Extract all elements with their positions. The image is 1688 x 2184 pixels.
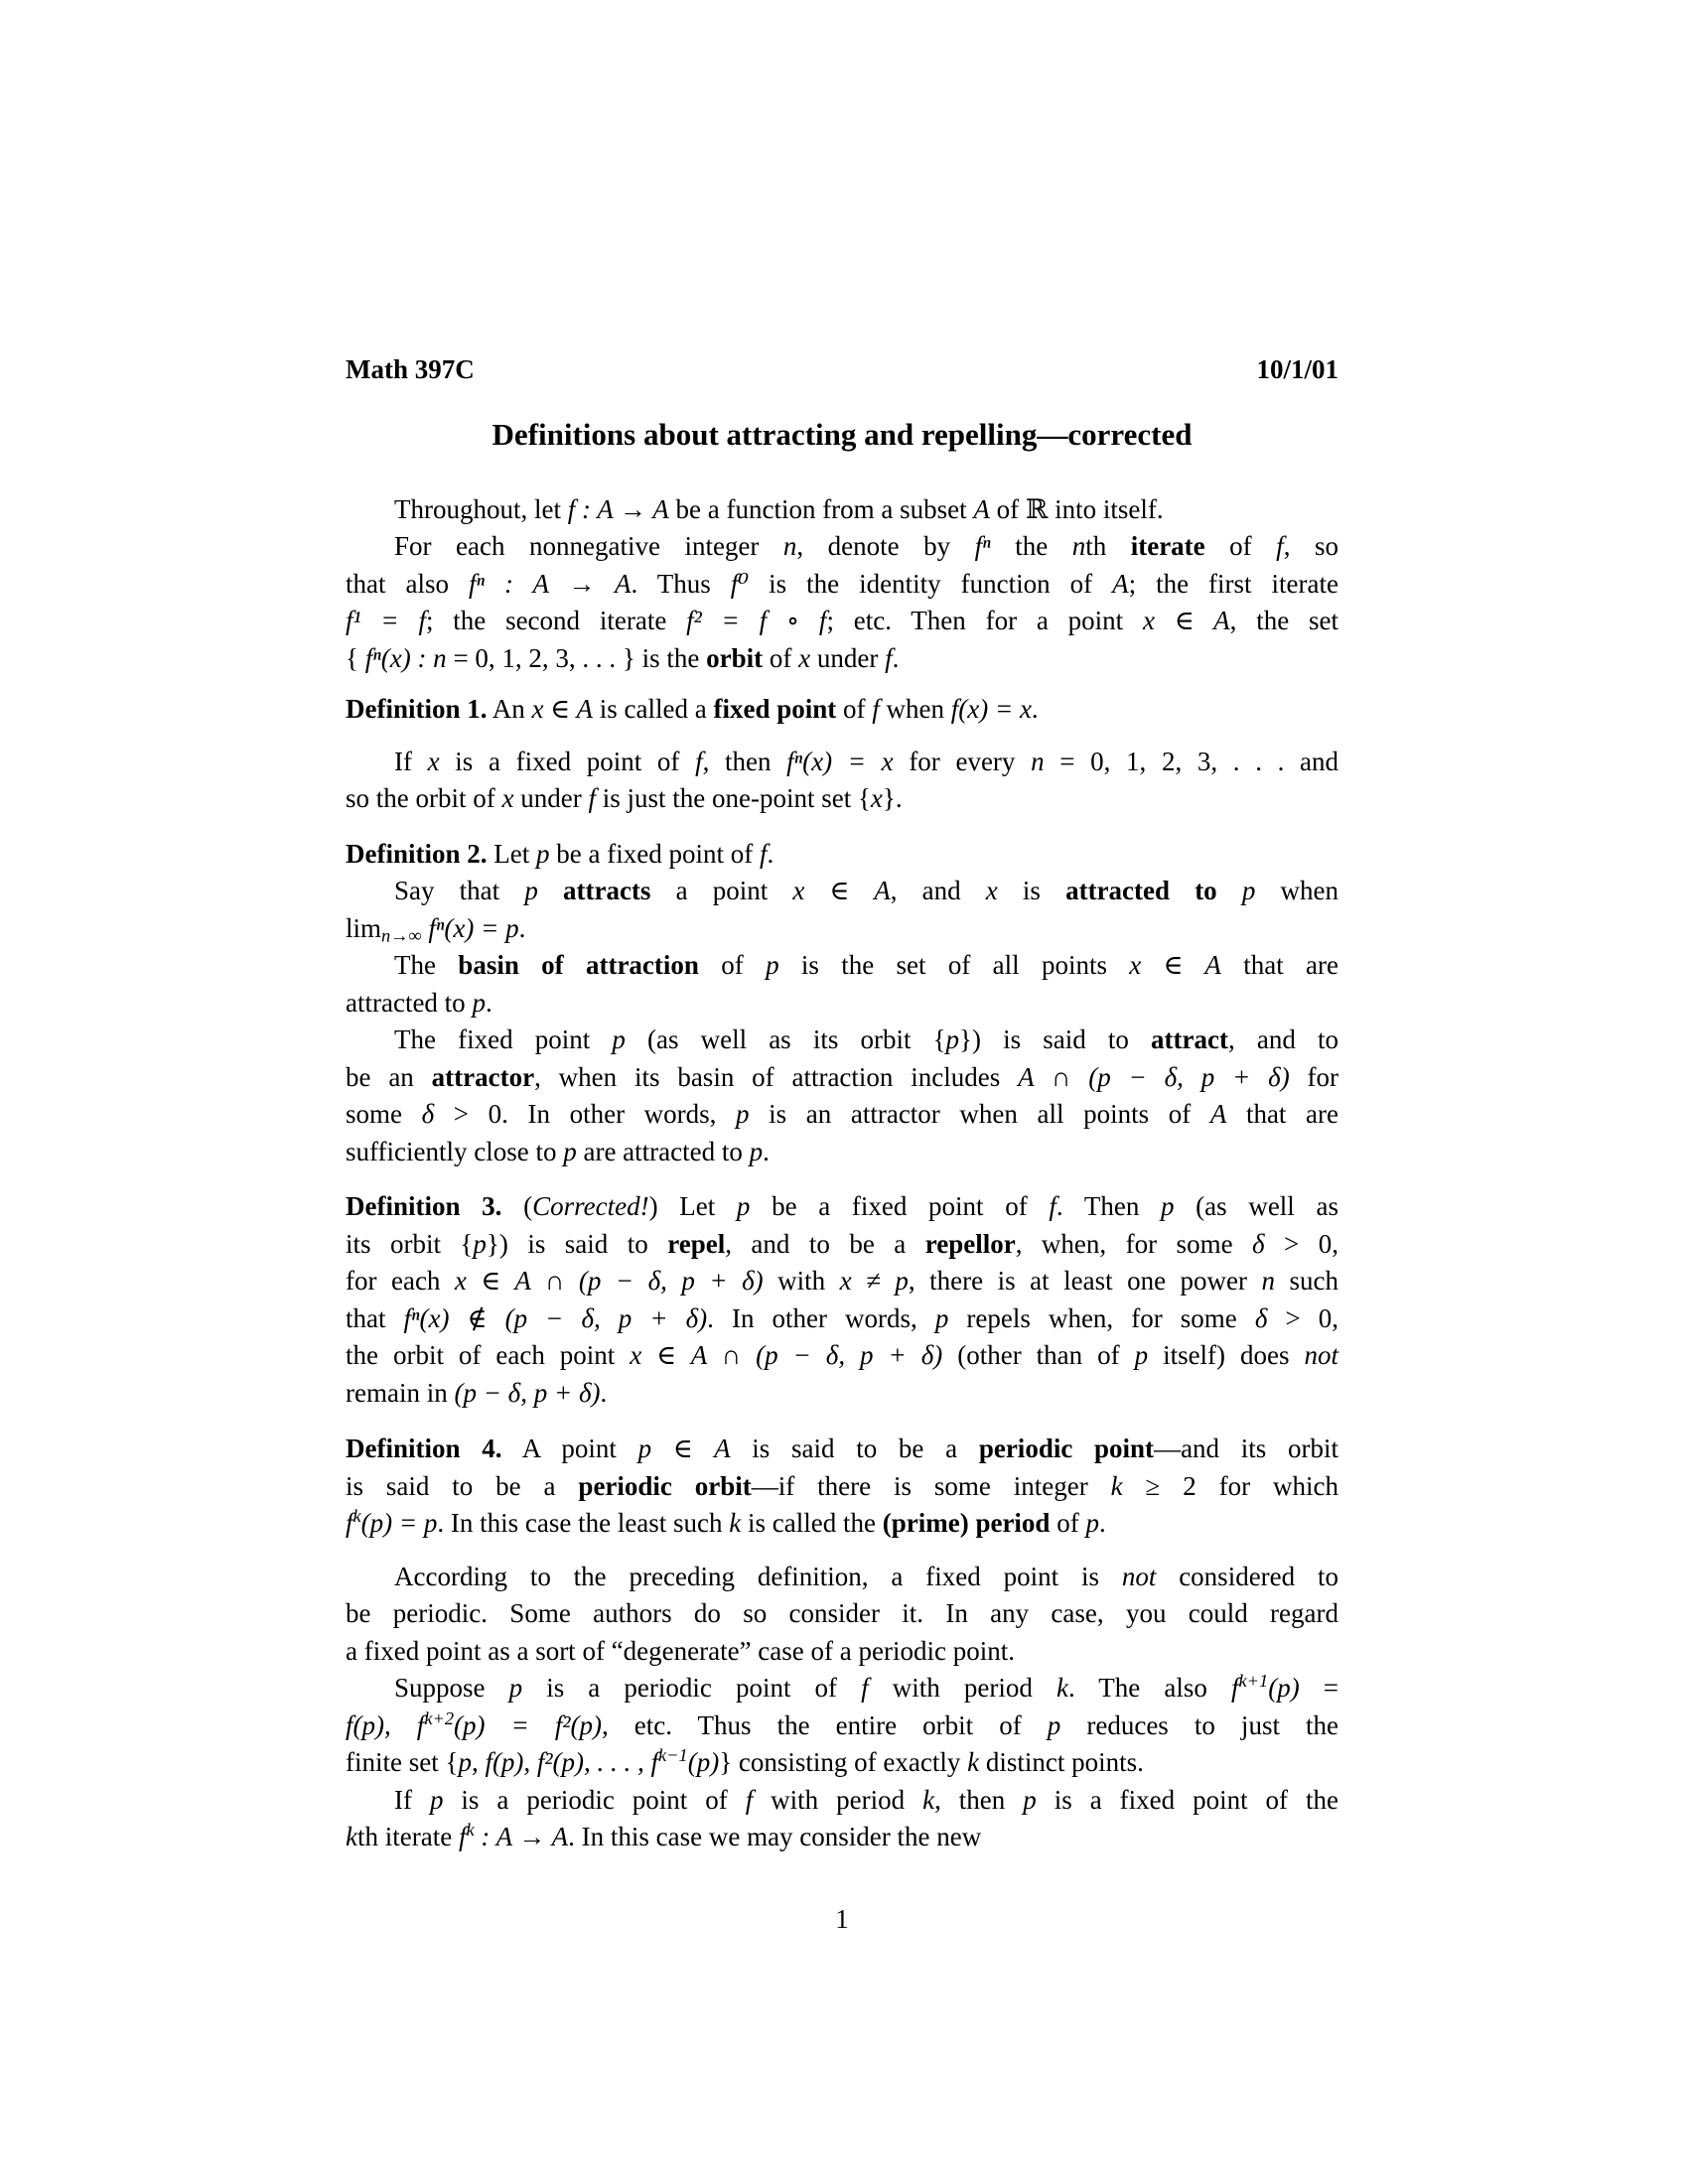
text-line: If p is a periodic point of f with period k, then p is a fixed point of the	[394, 1784, 1338, 1815]
text-line: for each x ∈ A ∩ (p − δ, p + δ) with x ≠ p, there is at least one power n such	[346, 1266, 1338, 1296]
paragraph-suppose	[346, 1670, 1338, 1782]
text-line: The basin of attraction of p is the set of all points x ∈ A that are	[394, 950, 1339, 980]
text-line: If x is a fixed point of f, then fⁿ(x) = x for every n = 0, 1, 2, 3, . . . and	[394, 746, 1338, 776]
text-line: f(p), $f^{k+2}(p) = f^2(p)$, etc. Thus the entire orbit of p reduces to just the	[346, 1707, 1338, 1740]
text-line: attracted to p.	[346, 987, 492, 1018]
page-number: 1	[835, 1903, 849, 1934]
paragraph-throughout	[346, 491, 1338, 529]
definition-4	[346, 1431, 1338, 1543]
text-line: remain in (p − δ, p + δ).	[346, 1377, 608, 1408]
paragraph-fixed-point-orbit	[346, 744, 1338, 818]
text-line: sufficiently close to p are attracted to p.	[346, 1136, 770, 1166]
text-line: be periodic. Some authors do so consider it. In any case, you could regard	[346, 1598, 1338, 1628]
text-line: that fⁿ(x) ∉ (p − δ, p + δ). In other words, p repels when, for some δ > 0,	[346, 1302, 1338, 1333]
text-line: The fixed point p (as well as its orbit {p}) is said to attract, and to	[394, 1024, 1338, 1054]
course-label: Math 397C	[346, 354, 475, 384]
text-line: some δ > 0. In other words, p is an attractor when all points of A that are	[346, 1099, 1338, 1129]
text-line: Definition 1. An x ∈ A is called a fixed point of f when f(x) = x.	[346, 694, 1039, 724]
paragraph-according	[346, 1559, 1338, 1671]
document-page	[346, 0, 1338, 1938]
text-line: Suppose p is a periodic point of f with period k. The also $f^{k+1}(p)$ =	[394, 1670, 1339, 1703]
text-line: f¹ = f; the second iterate f² = f ∘ f; etc. Then for a point x ∈ A, the set	[346, 606, 1338, 635]
text-line: Say that p attracts a point x ∈ A, and x is attracted to p when	[394, 876, 1339, 905]
text-line: kth iterate $f^k$ : A → A. In this case we may consider the new	[346, 1819, 982, 1851]
text-line: $\lim_{n\to\infty} f^n(x) = p$.	[346, 912, 526, 946]
text-line: so the orbit of x under f is just the one-point set {x}.	[346, 783, 903, 813]
text-line: that also fⁿ : A → A. Thus f⁰ is the identity function of A; the first iterate	[346, 568, 1338, 599]
text-line: $f^k(p) = p$. In this case the least such k is called the (prime) period of p.	[346, 1505, 1106, 1538]
text-line: { fⁿ(x) : n = 0, 1, 2, 3, . . . } is the orbit of x under f.	[346, 642, 900, 673]
page-header	[346, 351, 1338, 389]
text-line: be an attractor, when its basin of attraction includes A ∩ (p − δ, p + δ) for	[346, 1061, 1339, 1092]
date-label: 10/1/01	[1256, 354, 1338, 384]
text-line: Throughout, let f : A → A be a function from a subset A of ℝ into itself.	[394, 493, 1164, 524]
paragraph-kth-iterate	[346, 1782, 1338, 1856]
text-line: Definition 4. A point p ∈ A is said to be a periodic point—and its orbit	[346, 1433, 1338, 1463]
text-line: the orbit of each point x ∈ A ∩ (p − δ, p + δ) (other than of p itself) does not	[346, 1340, 1338, 1370]
text-line: its orbit {p}) is said to repel, and to be a repellor, when, for some δ > 0,	[346, 1228, 1338, 1259]
document-title: Definitions about attracting and repelling—corrected	[492, 416, 1193, 452]
text-line: a fixed point as a sort of “degenerate” case of a periodic point.	[346, 1635, 1015, 1666]
text-line: Definition 2. Let p be a fixed point of f.	[346, 838, 774, 869]
text-line: For each nonnegative integer n, denote by fⁿ the nth iterate of f, so	[394, 531, 1338, 561]
text-line: Definition 3. (Corrected!) Let p be a fixed point of f. Then p (as well as	[346, 1191, 1338, 1221]
text-line: finite set {p, f(p), f²(p), . . . , $f^{k-1}(p)$} consisting of exactly k distinct points.	[346, 1744, 1144, 1777]
paragraph-iterate	[346, 528, 1338, 677]
text-line: is said to be a periodic orbit—if there is some integer k ≥ 2 for which	[346, 1470, 1338, 1501]
text-line: According to the preceding definition, a fixed point is not considered to	[394, 1561, 1339, 1591]
definition-3	[346, 1188, 1338, 1412]
definition-2	[346, 836, 1338, 1171]
definition-1	[346, 691, 1338, 729]
